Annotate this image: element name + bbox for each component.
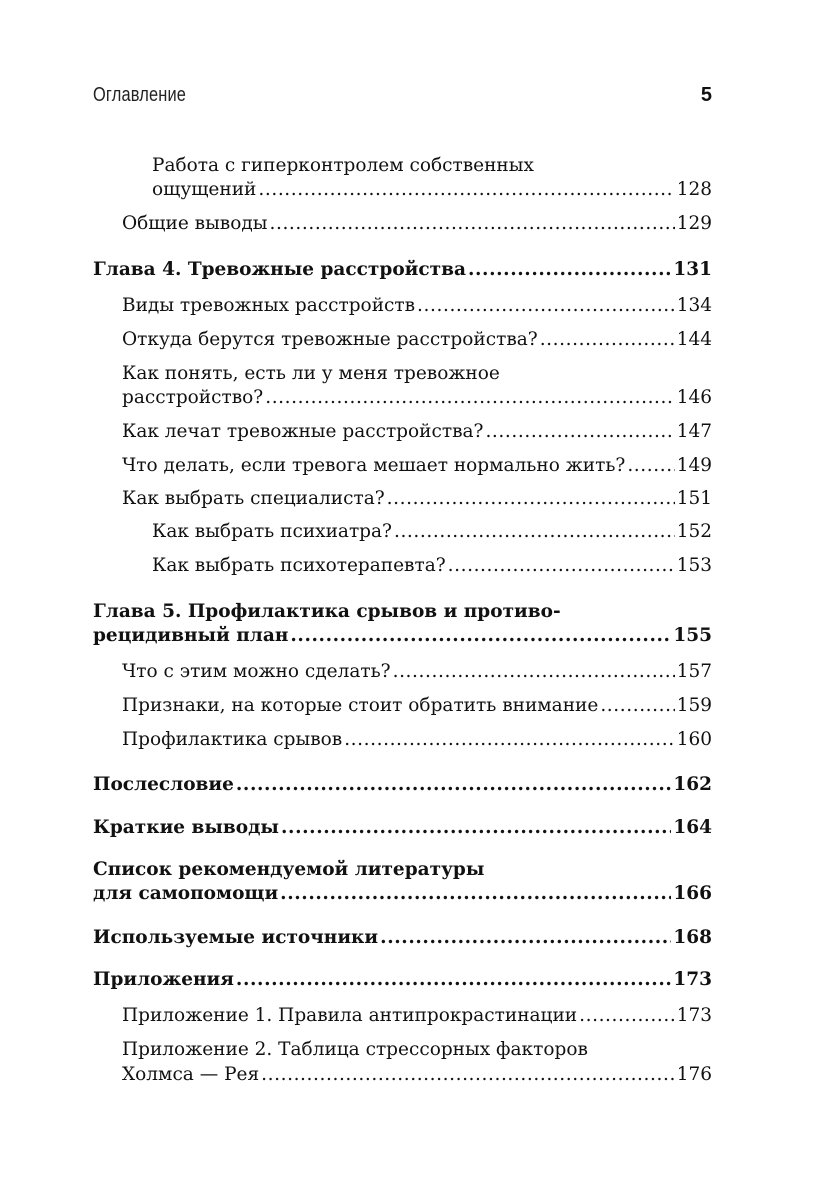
toc-entry-title: Используемые источники [93, 927, 379, 948]
toc-chapter[interactable] [93, 258, 712, 282]
dot-leader [258, 178, 674, 202]
toc-entry-title: Как выбрать психиатра? [152, 521, 392, 542]
dot-leader [394, 520, 675, 544]
toc-page-number: 153 [676, 555, 712, 576]
toc-entry-line: Работа с гиперконтролем собственных [152, 155, 534, 176]
toc-entry-line: Список рекомендуемой литературы [93, 859, 485, 880]
toc-entry-title: Глава 4. Тревожные расстройства [93, 259, 466, 280]
toc-page-number: 173 [676, 1005, 712, 1026]
toc-entry[interactable] [122, 1063, 712, 1087]
dot-leader [579, 1004, 675, 1028]
dot-leader [387, 487, 675, 511]
dot-leader [393, 660, 675, 684]
toc-entry[interactable] [152, 520, 712, 544]
toc-entry-title: Признаки, на которые стоит обратить внимание [122, 695, 599, 716]
toc-page-number: 144 [676, 329, 712, 350]
toc-entry-title: Виды тревожных расстройств [122, 295, 416, 316]
dot-leader [627, 454, 674, 478]
toc-entry-line: Как понять, есть ли у меня тревожное [122, 363, 500, 384]
section-title: Оглавление [93, 84, 187, 106]
toc-entry[interactable] [122, 386, 712, 410]
toc-page-number: 164 [673, 817, 712, 838]
toc-page-number: 149 [676, 455, 712, 476]
toc-entry-title: Профилактика срывов [122, 729, 343, 750]
dot-leader [261, 1063, 675, 1087]
dot-leader [417, 294, 675, 318]
page-number: 5 [700, 84, 712, 106]
toc-page-number: 160 [676, 729, 712, 750]
toc-entry[interactable] [122, 294, 712, 318]
toc-page-number: 155 [673, 625, 712, 646]
toc-entry-title: Приложения [93, 969, 234, 990]
toc-entry-title: Общие выводы [122, 213, 268, 234]
dot-leader [236, 773, 671, 797]
toc-entry-title: Краткие выводы [93, 817, 279, 838]
toc-chapter[interactable] [93, 882, 712, 906]
toc-entry-title: Что с этим можно сделать? [122, 661, 391, 682]
dot-leader [265, 386, 674, 410]
dot-leader [236, 968, 671, 992]
toc-page-number: 129 [676, 213, 712, 234]
toc-entry-title: Как выбрать специалиста? [122, 488, 385, 509]
toc-page-number: 128 [676, 179, 712, 200]
dot-leader [540, 328, 675, 352]
toc-entry-title: Холмса — Рея [122, 1064, 260, 1085]
dot-leader [380, 926, 671, 950]
toc-entry[interactable] [122, 328, 712, 352]
toc-entry-title: Как лечат тревожные расстройства? [122, 421, 484, 442]
toc-entry-title: ощущений [152, 179, 257, 200]
toc-entry-title: рецидивный план [93, 625, 289, 646]
toc-page-number: 166 [673, 883, 712, 904]
toc-page-number: 147 [676, 421, 712, 442]
toc-page-number: 157 [676, 661, 712, 682]
dot-leader [485, 420, 674, 444]
toc-page-number: 151 [676, 488, 712, 509]
toc-chapter[interactable] [93, 773, 712, 797]
toc-chapter[interactable] [93, 968, 712, 992]
toc-page-number: 152 [676, 521, 712, 542]
dot-leader [344, 728, 674, 752]
toc-page-number: 176 [676, 1064, 712, 1085]
toc-entry-title: Что делать, если тревога мешает нормально жить? [122, 455, 626, 476]
dot-leader [448, 554, 675, 578]
toc-entry[interactable] [122, 728, 712, 752]
toc-page-number: 146 [676, 387, 712, 408]
toc-entry-title: Как выбрать психотерапевта? [152, 555, 446, 576]
dot-leader [600, 694, 674, 718]
toc-entry[interactable] [122, 454, 712, 478]
running-head [93, 84, 712, 107]
toc-entry-line: Приложение 2. Таблица стрессорных факторов [122, 1039, 588, 1060]
toc-entry[interactable] [122, 694, 712, 718]
toc-page-number: 168 [673, 927, 712, 948]
toc-entry-title: для самопомощи [93, 883, 279, 904]
toc-entry-title: Приложение 1. Правила антипрокрастинации [122, 1005, 578, 1026]
toc-entry[interactable] [122, 212, 712, 236]
toc-chapter[interactable] [93, 926, 712, 950]
toc-entry[interactable] [152, 178, 712, 202]
toc-chapter[interactable] [93, 816, 712, 840]
dot-leader [468, 258, 671, 282]
toc-entry-title: расстройство? [122, 387, 264, 408]
toc-page-number: 131 [673, 259, 712, 280]
dot-leader [290, 624, 671, 648]
toc-page-number: 134 [676, 295, 712, 316]
toc-entry[interactable] [122, 420, 712, 444]
toc-entry[interactable] [122, 660, 712, 684]
toc-entry-line: Глава 5. Профилактика срывов и противо- [93, 601, 561, 622]
toc-entry-title: Послесловие [93, 774, 234, 795]
toc-entry[interactable] [122, 1004, 712, 1028]
toc-entry-title: Откуда берутся тревожные расстройства? [122, 329, 538, 350]
toc-page-number: 173 [673, 969, 712, 990]
dot-leader [281, 816, 671, 840]
toc-entry[interactable] [122, 487, 712, 511]
toc-page-number: 162 [673, 774, 712, 795]
toc-page-number: 159 [676, 695, 712, 716]
dot-leader [280, 882, 671, 906]
toc-entry[interactable] [152, 554, 712, 578]
toc-chapter[interactable] [93, 624, 712, 648]
dot-leader [269, 212, 674, 236]
